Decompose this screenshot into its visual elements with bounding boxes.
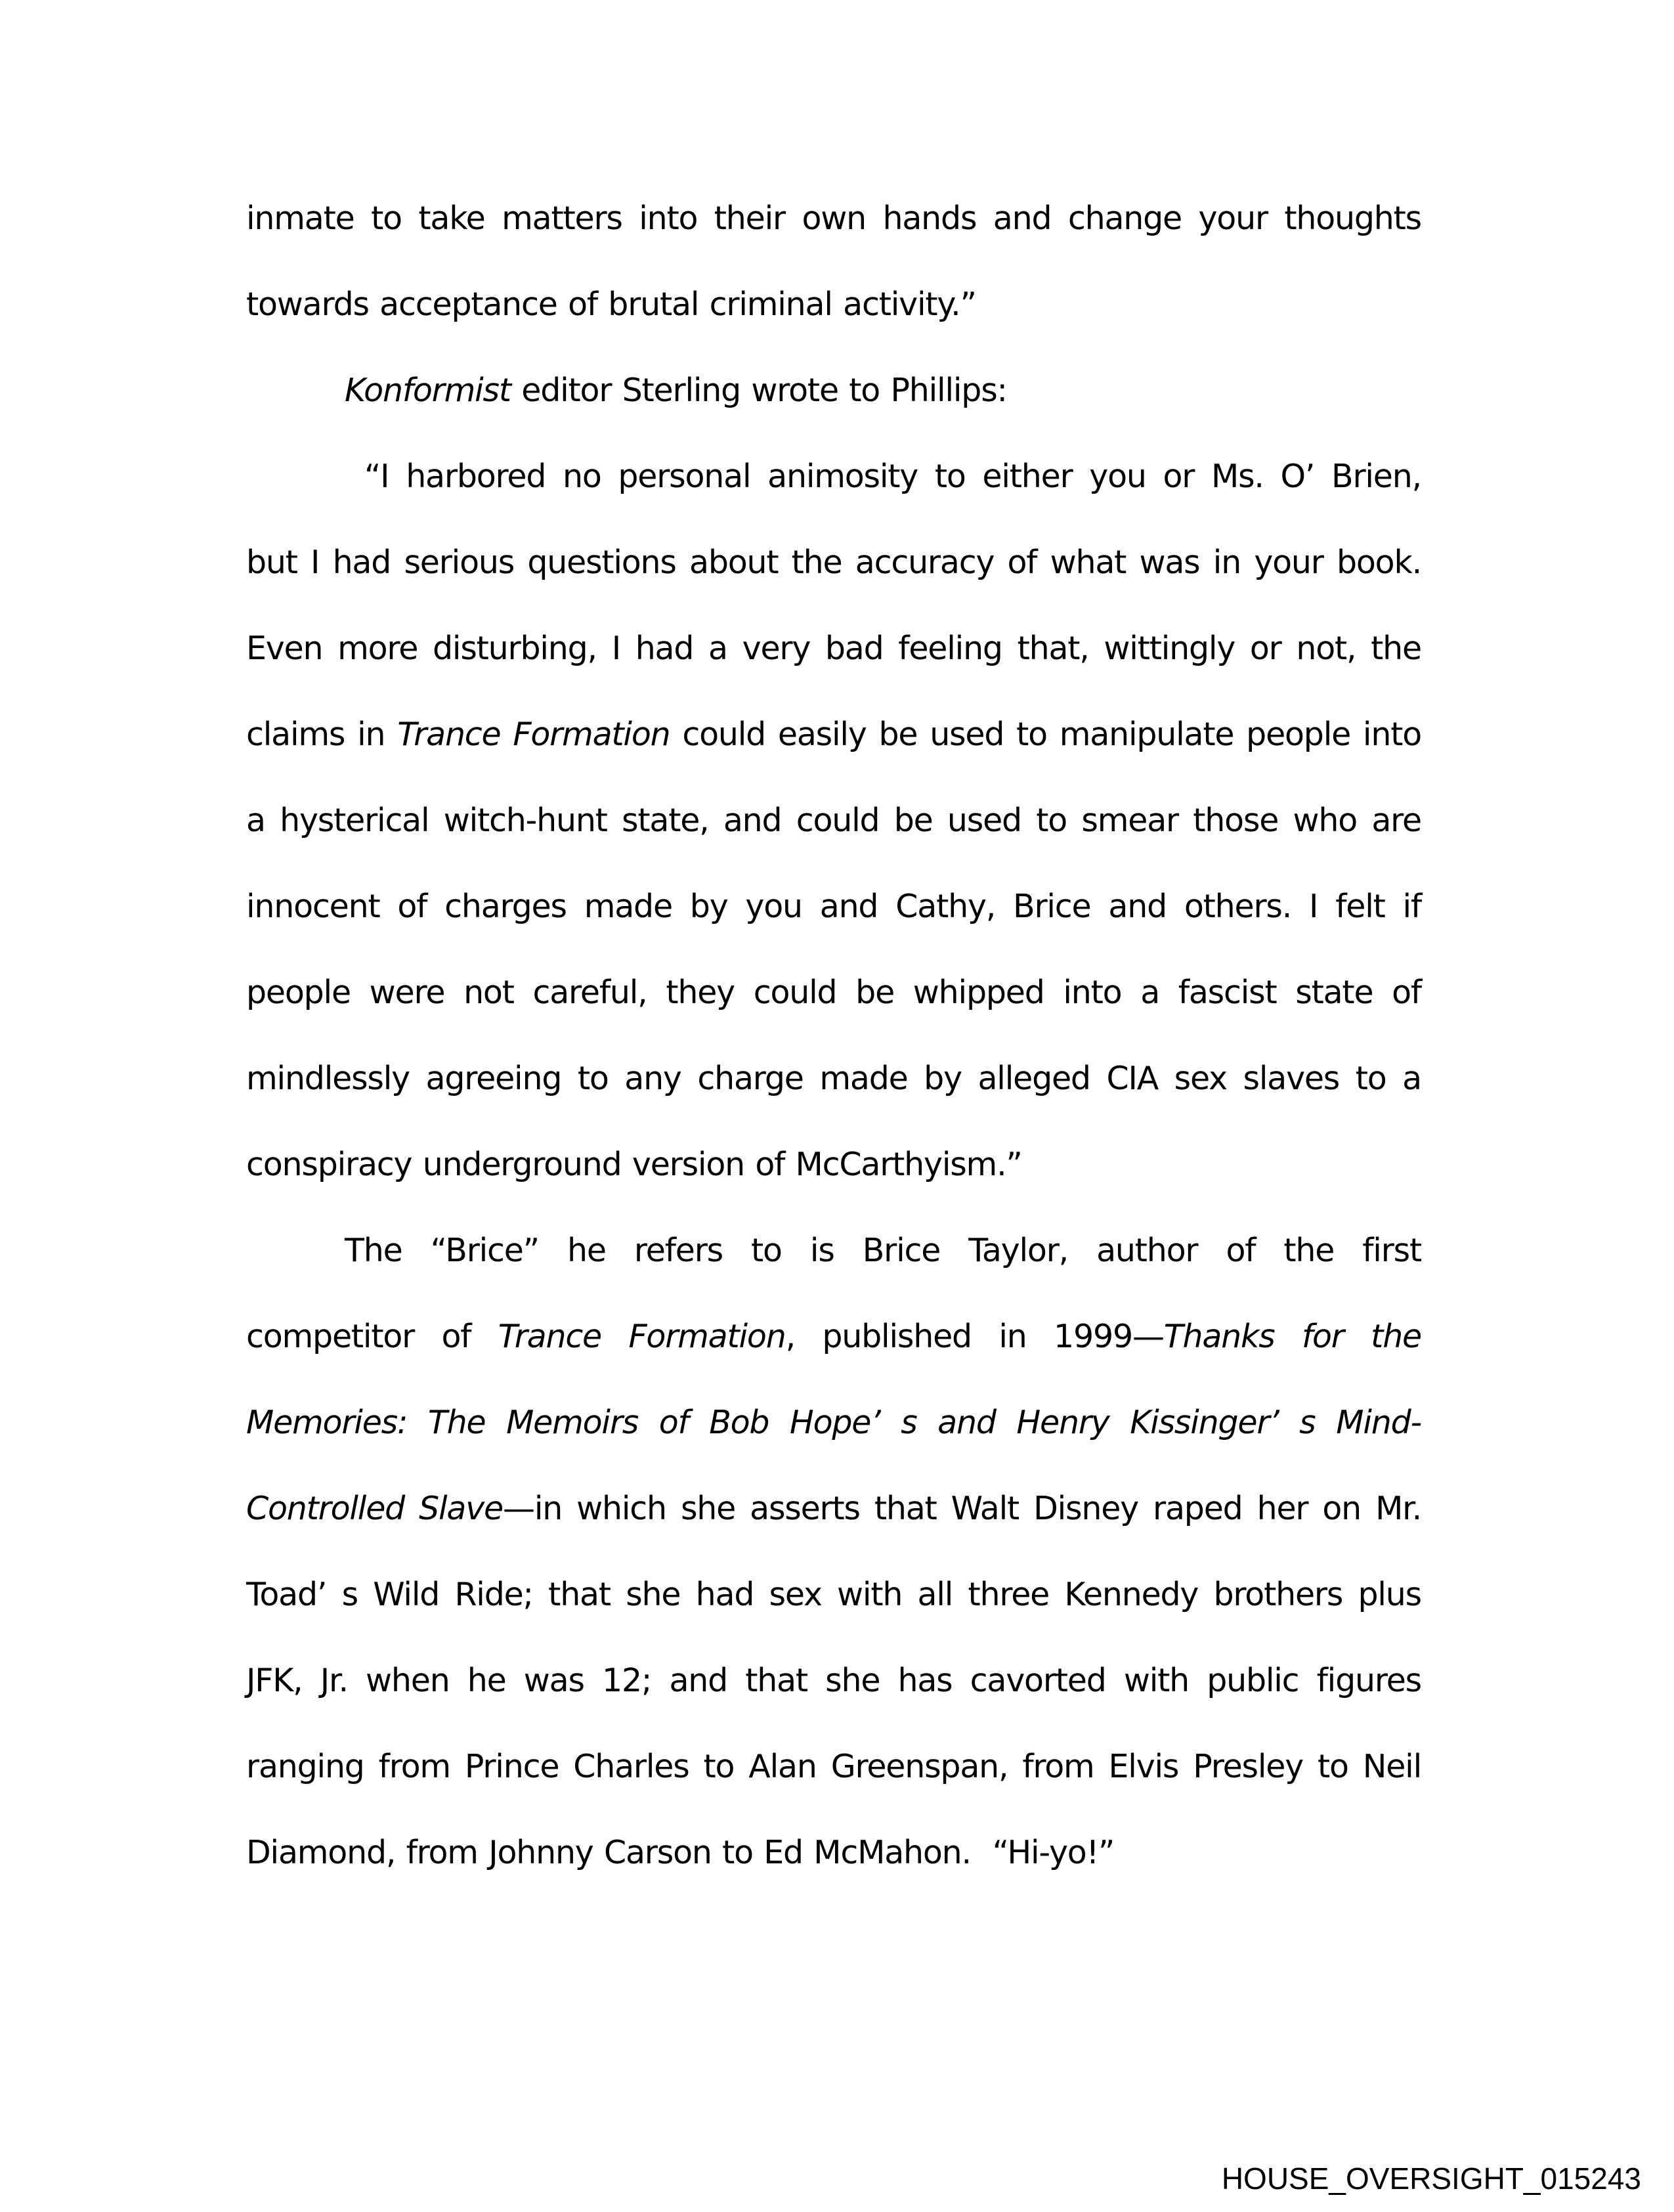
text-line bbox=[246, 801, 1421, 840]
text-span: Even more disturbing, I had a very bad feeling that, wittingly or not, the bbox=[246, 630, 1421, 667]
italic-title: Trance Formation bbox=[498, 1318, 786, 1355]
italic-title: Trance Formation bbox=[397, 716, 670, 753]
text-line bbox=[246, 629, 1421, 668]
text-line bbox=[246, 1575, 1421, 1615]
text-line bbox=[246, 1317, 1421, 1356]
text-line bbox=[246, 715, 1421, 754]
text-line bbox=[345, 371, 1421, 410]
text-line bbox=[246, 887, 1421, 926]
text-span: “I harbored no personal animosity to either you or Ms. O’ Brien, bbox=[364, 458, 1421, 495]
text-span: JFK, Jr. when he was 12; and that she has cavorted with public figures bbox=[246, 1662, 1421, 1699]
text-span: —in which she asserts that Walt Disney raped her on Mr. bbox=[503, 1490, 1421, 1527]
text-line bbox=[246, 1747, 1421, 1787]
text-span: inmate to take matters into their own hands and change your thoughts bbox=[246, 200, 1421, 237]
italic-title: Memories: The Memoirs of Bob Hope’ s and Henry Kissinger’ s Mind- bbox=[246, 1404, 1421, 1441]
text-line bbox=[246, 1145, 1421, 1184]
text-span: mindlessly agreeing to any charge made by alleged CIA sex slaves to a bbox=[246, 1060, 1421, 1097]
text-line bbox=[246, 543, 1421, 582]
italic-title: Konformist bbox=[345, 372, 511, 409]
text-span: The “Brice” he refers to is Brice Taylor, author of the first bbox=[345, 1232, 1421, 1269]
text-line bbox=[246, 1403, 1421, 1442]
text-span: but I had serious questions about the accuracy of what was in your book. bbox=[246, 544, 1421, 581]
text-span: towards acceptance of brutal criminal activity.” bbox=[246, 286, 976, 323]
text-span: people were not careful, they could be whipped into a fascist state of bbox=[246, 974, 1421, 1011]
text-line bbox=[364, 457, 1421, 496]
text-span: competitor of bbox=[246, 1318, 498, 1355]
italic-title: Controlled Slave bbox=[246, 1490, 504, 1527]
text-span: Toad’ s Wild Ride; that she had sex with all three Kennedy brothers plus bbox=[246, 1576, 1421, 1613]
text-span: claims in bbox=[246, 716, 398, 753]
text-span: ranging from Prince Charles to Alan Greenspan, from Elvis Presley to Neil bbox=[246, 1748, 1421, 1785]
text-span: innocent of charges made by you and Cathy, Brice and others. I felt if bbox=[246, 888, 1421, 925]
italic-title: Thanks for the bbox=[1163, 1318, 1421, 1355]
text-line bbox=[246, 1059, 1421, 1098]
text-line bbox=[246, 1489, 1421, 1529]
text-span: could easily be used to manipulate people into bbox=[670, 716, 1421, 753]
text-span: , published in 1999— bbox=[785, 1318, 1164, 1355]
text-line bbox=[246, 285, 1421, 324]
text-span: a hysterical witch-hunt state, and could be used to smear those who are bbox=[246, 802, 1421, 839]
bates-number: HOUSE_OVERSIGHT_015243 bbox=[1221, 2161, 1641, 2196]
text-line bbox=[246, 1833, 1421, 1873]
text-line bbox=[246, 1661, 1421, 1701]
text-span: editor Sterling wrote to Phillips: bbox=[510, 372, 1007, 409]
text-span: conspiracy underground version of McCarthyism.” bbox=[246, 1146, 1022, 1183]
text-span: Diamond, from Johnny Carson to Ed McMahon. “Hi-yo!” bbox=[246, 1834, 1115, 1871]
text-line bbox=[246, 199, 1421, 238]
text-line bbox=[246, 973, 1421, 1012]
text-line bbox=[345, 1231, 1421, 1270]
